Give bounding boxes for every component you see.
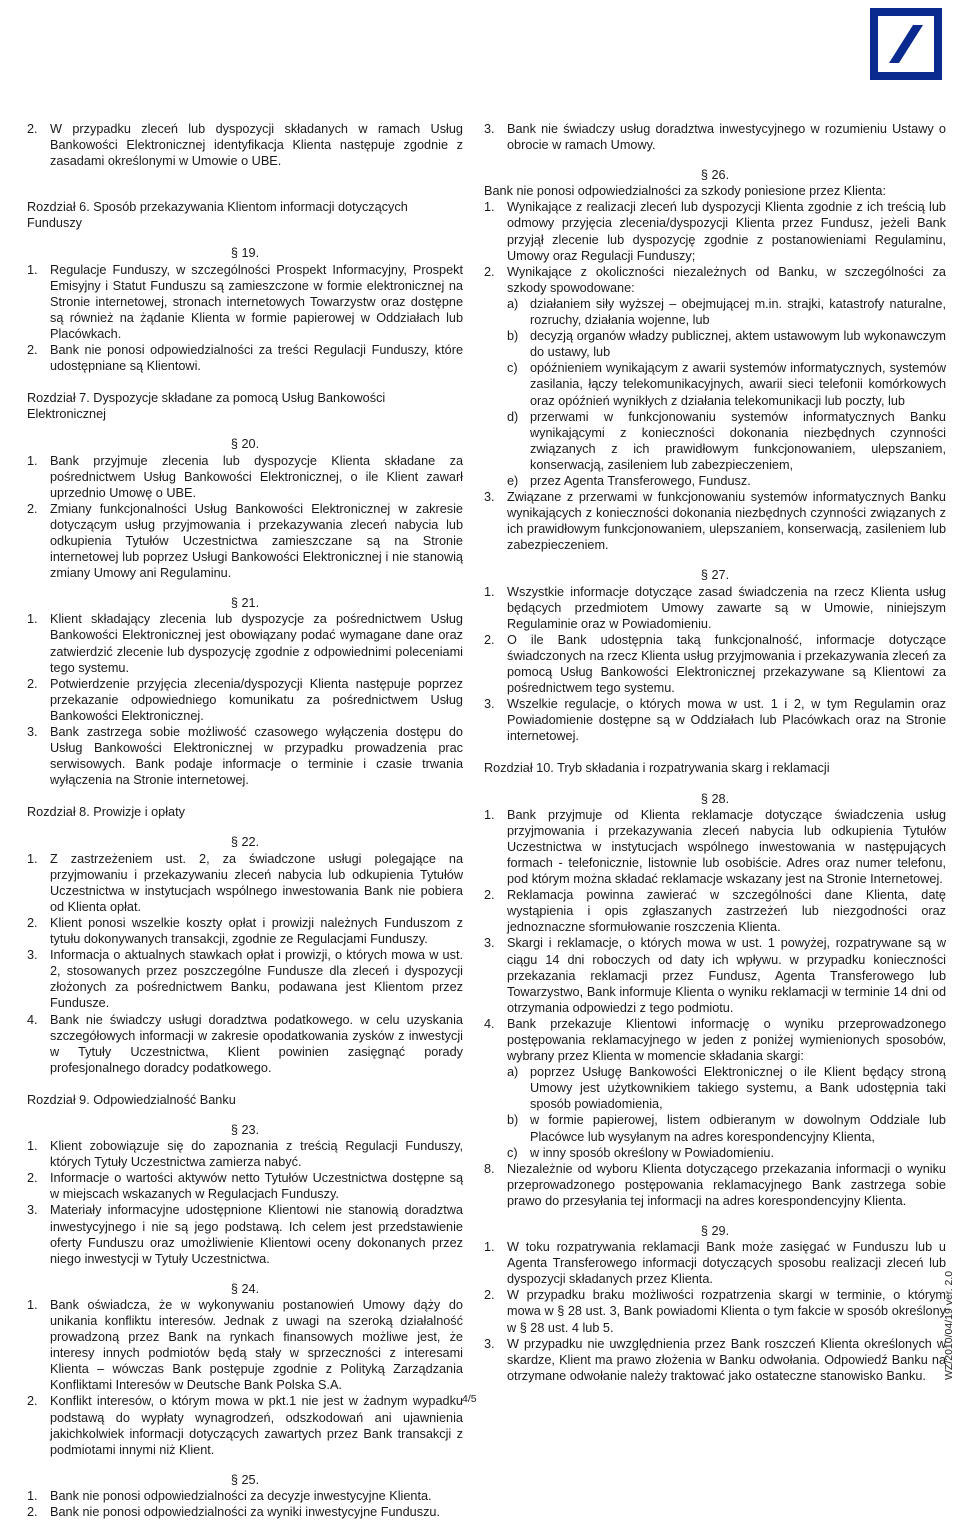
numbered-item xyxy=(27,262,463,342)
item-number: 2. xyxy=(484,1288,495,1303)
paragraph-heading: § 25. xyxy=(230,1472,260,1487)
sub-item xyxy=(507,473,946,489)
paragraph-heading: § 22. xyxy=(230,835,260,850)
numbered-item xyxy=(484,807,946,887)
item-number: 1. xyxy=(27,851,38,866)
numbered-item xyxy=(484,1016,946,1064)
right-column xyxy=(484,121,946,1384)
chapter-heading: Rozdział 7. Dyspozycje składane za pomocą Usług Bankowości Elektronicznej xyxy=(27,391,386,422)
numbered-item xyxy=(27,1012,463,1076)
item-number: 1. xyxy=(27,1488,38,1503)
item-number: 1. xyxy=(27,1297,38,1312)
item-text: Materiały informacyjne udostępnione Klientowi nie stanowią doradztwa inwestycyjnego i nie są jego podstawą. Ich celem jest przedstawienie oferty Funduszu oraz umożliwienie Klientowi oceny dokonanych przez niego inwestycji w Tytuły Uczestnictwa. xyxy=(50,1203,463,1266)
item-number: 2. xyxy=(27,1171,38,1186)
sub-item xyxy=(507,1112,946,1144)
chapter-heading: Rozdział 10. Tryb składania i rozpatrywania skarg i reklamacji xyxy=(484,761,830,776)
numbered-item xyxy=(27,121,463,169)
item-text: W przypadku zleceń lub dyspozycji składanych w ramach Usług Bankowości Elektronicznej identyfikacja Klienta następuje zgodnie z zasadami określonymi w Umowie o UBE. xyxy=(50,122,463,169)
page-number: 4/5 xyxy=(462,1393,477,1405)
numbered-item xyxy=(27,915,463,947)
numbered-item xyxy=(484,887,946,935)
spacer xyxy=(27,169,463,183)
item-number: 4. xyxy=(484,1016,495,1031)
numbered-item xyxy=(27,724,463,788)
item-number: 3. xyxy=(484,490,495,505)
item-text: Bank zastrzega sobie możliwość czasowego wyłączenia dostępu do Usług Bankowości Elektronicznej w przypadku prowadzenia prac serwisowych. Bank podaje informacje o terminie i czasie trwania wyłączenia na Stronie internetowej. xyxy=(50,725,463,788)
intro-text: Bank nie ponosi odpowiedzialności za szkody poniesione przez Klienta: xyxy=(484,184,887,199)
item-text: Wynikające z okoliczności niezależnych od Banku, w szczególności za szkody spowodowane: xyxy=(507,264,946,295)
logo-slash-icon xyxy=(878,16,934,72)
item-number: 2. xyxy=(27,1505,38,1520)
item-number: b) xyxy=(507,329,519,344)
item-text: Związane z przerwami w funkcjonowaniu systemów informatycznych Banku wynikających z konieczności dokonania niezbędnych czynności związanych z ich prawidłowym funkcjonowaniem, ulepszaniem, konserwacją, zasileniem lub zabezpieczeniem. xyxy=(507,490,946,553)
item-number: 3. xyxy=(484,1336,495,1351)
item-number: 3. xyxy=(484,697,495,712)
paragraph-heading: § 20. xyxy=(230,437,260,452)
item-number: 3. xyxy=(484,936,495,951)
item-text: Konflikt interesów, o którym mowa w pkt.1 nie jest w żadnym wypadku podstawą do wypłaty wynagrodzeń, odszkodowań ani ujawnienia jakichkolwiek informacji dotyczących zawartych przez Bank transakcji z podmiotami innymi niż Klient. xyxy=(50,1394,463,1457)
paragraph-heading: § 21. xyxy=(230,596,260,611)
numbered-item xyxy=(27,851,463,915)
item-number: 1. xyxy=(27,1139,38,1154)
item-number: 1. xyxy=(484,807,495,822)
item-number: c) xyxy=(507,361,518,376)
item-text: Informacje o wartości aktywów netto Tytułów Uczestnictwa dostępne są w miejscach wskazanych w Regulacjach Funduszy. xyxy=(50,1171,463,1202)
sub-item xyxy=(507,360,946,408)
item-text: Bank nie świadczy usług doradztwa inwestycyjnego w rozumieniu Ustawy o obrocie w ramach Umowy. xyxy=(507,122,946,153)
numbered-item xyxy=(484,935,946,1015)
numbered-item xyxy=(27,342,463,374)
numbered-item xyxy=(27,611,463,675)
sub-item xyxy=(507,1145,946,1161)
item-text: Wszelkie regulacje, o których mowa w ust. 1 i 2, w tym Regulamin oraz Powiadomienie dostępne są w Oddziałach lub Placówkach oraz na Stronie internetowej. xyxy=(507,697,946,744)
item-number: 2. xyxy=(27,122,38,136)
numbered-item xyxy=(27,1488,463,1504)
item-text: W przypadku nie uwzględnienia przez Bank roszczeń Klienta określonych w skardze, Klient ma prawo złożenia w Banku odwołania. Odpowiedź Banku na otrzymane odwołanie należy traktować jako ostateczne stanowisko Banku. xyxy=(507,1336,946,1383)
paragraph-heading: § 29. xyxy=(700,1224,730,1238)
item-text: decyzją organów władzy publicznej, aktem ustawowym lub wykonawczym do ustawy, lub xyxy=(530,329,946,360)
item-text: Bank nie ponosi odpowiedzialności za treści Regulacji Funduszy, które udostępniane są Klientowi. xyxy=(50,343,463,374)
item-text: opóźnieniem wynikającym z awarii systemów informatycznych, systemów zasilania, łączy telekomunikacyjnych, awarii sieci telefonii komórkowych oraz opóźnień wynikłych z działania telekomunikacji lub poczty, lub xyxy=(530,361,946,408)
item-number: 2. xyxy=(484,888,495,903)
paragraph-heading: § 19. xyxy=(230,246,260,261)
paragraph-heading: § 26. xyxy=(700,168,730,183)
numbered-item xyxy=(27,947,463,1011)
numbered-item xyxy=(27,1138,463,1170)
item-text: działaniem siły wyższej – obejmującej m.in. strajki, katastrofy naturalne, rozruchy, działania wojenne, lub xyxy=(530,296,946,328)
document-version: WZ/2010/04/19 ver. 2.0 xyxy=(943,1270,955,1380)
item-text: Bank przyjmuje od Klienta reklamacje dotyczące świadczenia usług przyjmowania i przekazywania zleceń nabycia lub odkupienia Tytułów Uczestnictwa w instytucjach wspólnego inwestowania w następujących formach - telefonicznie, listownie lub osobiście. Adres oraz numer telefonu, pod którym można składać reklamacje wskazany jest na Stronie Internetowej. xyxy=(507,807,946,887)
sub-item xyxy=(507,1064,946,1112)
paragraph-heading: § 24. xyxy=(230,1281,260,1296)
item-text: poprzez Usługę Bankowości Elektronicznej o ile Klient będący stroną Umowy jest użytkownikiem takiego systemu, a Bank udostępnia taki sposób powiadomienia, xyxy=(530,1065,946,1112)
item-text: Niezależnie od wyboru Klienta dotyczącego przekazania informacji o wyniku przeprowadzonego postępowania reklamacyjnego Bank zastrzega sobie prawo do przesyłania tej informacji na adres korespondencyjny Klienta. xyxy=(507,1161,946,1208)
numbered-item xyxy=(27,1504,463,1520)
sub-item xyxy=(507,409,946,473)
item-text: Bank przekazuje Klientowi informację o wyniku przeprowadzonego postępowania reklamacyjnego w jeden z poniżej wymienionych sposobów, wybrany przez Klienta w momencie składania skargi: xyxy=(507,1016,946,1064)
item-number: 8. xyxy=(484,1161,495,1176)
item-number: 1. xyxy=(27,262,38,277)
chapter-heading: Rozdział 6. Sposób przekazywania Klientom informacji dotyczących Funduszy xyxy=(27,200,408,231)
numbered-item xyxy=(484,696,946,744)
numbered-item xyxy=(27,1297,463,1394)
item-text: przerwami w funkcjonowaniu systemów informatycznych Banku wynikającymi z konieczności dokonania niezbędnych czynności związanych z ich prawidłowym funkcjonowaniem, ulepszaniem, konserwacją, zasileniem lub zabezpieczeniem, xyxy=(530,409,946,472)
item-text: Zmiany funkcjonalności Usług Bankowości Elektronicznej w zakresie dotyczącym usług przyjmowania i przekazywania zleceń nabycia lub odkupienia Tytułów Uczestnictwa zamieszczane są na Stronie internetowej lub poprzez Usługi Bankowości Elektronicznej i nie stanowią zmiany Umowy ani Regulaminu. xyxy=(50,501,463,581)
item-number: b) xyxy=(507,1113,519,1128)
item-number: a) xyxy=(507,296,519,311)
item-number: a) xyxy=(507,1065,519,1080)
item-text: Wynikające z realizacji zleceń lub dyspozycji Klienta zgodnie z ich treścią lub odmowy przyjęcia zlecenia/dyspozycji Klienta przez Fundusz, jeżeli Bank przyjął zlecenie lub dyspozycję zgodnie z postanowieniami Regulaminu, Umowy oraz Regulacji Funduszy; xyxy=(507,200,946,263)
paragraph-heading: § 27. xyxy=(700,568,730,583)
numbered-item xyxy=(27,1202,463,1266)
item-text: w formie papierowej, listem odbieranym w dowolnym Oddziale lub Placówce lub wysyłanym na adres korespondencyjny Klienta, xyxy=(530,1113,946,1144)
item-text: Reklamacja powinna zawierać w szczególności dane Klienta, datę wystąpienia i opis zgłaszanych zastrzeżeń lub niezgodności oraz jednoznaczne sformułowanie roszczenia Klienta. xyxy=(507,888,946,935)
item-number: 4. xyxy=(27,1012,38,1027)
item-number: 3. xyxy=(27,725,38,739)
numbered-item xyxy=(484,1239,946,1287)
chapter-heading: Rozdział 8. Prowizje i opłaty xyxy=(27,805,185,820)
deutsche-bank-logo xyxy=(870,8,942,80)
sub-item xyxy=(507,328,946,360)
item-text: Informacja o aktualnych stawkach opłat i prowizji, o których mowa w ust. 2, stosowanych przez poszczególne Fundusze dla zleceń i dyspozycji złożonych za pośrednictwem Banku, podawana jest Klientom przez Fundusze. xyxy=(50,948,463,1011)
numbered-item xyxy=(27,453,463,501)
item-number: 2. xyxy=(27,915,38,930)
item-number: 3. xyxy=(484,122,495,136)
numbered-item xyxy=(484,489,946,553)
item-text: Regulacje Funduszy, w szczególności Prospekt Informacyjny, Prospekt Emisyjny i Statut Funduszu są zamieszczone w formie elektronicznej na Stronie internetowej, stronach internetowych Towarzystw oraz dostępne są również na żądanie Klienta w formie papierowej w Oddziałach lub Placówkach. xyxy=(50,262,463,341)
paragraph-heading: § 23. xyxy=(230,1122,260,1137)
item-number: 1. xyxy=(27,612,38,627)
item-text: Klient składający zlecenia lub dyspozycje za pośrednictwem Usług Bankowości Elektronicznej jest obowiązany podać wymagane dane oraz zatwierdzić zlecenie lub dyspozycję zgodnie z odpowiednimi poleceniami tego systemu. xyxy=(50,612,463,675)
numbered-item xyxy=(27,501,463,581)
item-number: 2. xyxy=(27,676,38,691)
numbered-item xyxy=(27,1170,463,1202)
item-number: 2. xyxy=(27,343,38,358)
item-text: przez Agenta Transferowego, Fundusz. xyxy=(530,473,751,488)
item-number: 3. xyxy=(27,948,38,963)
numbered-item xyxy=(27,1393,463,1457)
item-number: 1. xyxy=(484,200,495,215)
item-text: Bank przyjmuje zlecenia lub dyspozycje Klienta składane za pośrednictwem Usług Bankowości Elektronicznej, o ile Klient zawarł uprzednio Umowę o UBE. xyxy=(50,453,463,500)
item-number: d) xyxy=(507,409,519,424)
item-number: 2. xyxy=(484,264,495,279)
item-number: 3. xyxy=(27,1203,38,1218)
item-text: Klient zobowiązuje się do zapoznania z treścią Regulacji Funduszy, których Tytuły Uczestnictwa zamierza nabyć. xyxy=(50,1139,463,1170)
item-text: Bank nie ponosi odpowiedzialności za decyzje inwestycyjne Klienta. xyxy=(50,1488,432,1503)
item-number: 2. xyxy=(484,632,495,647)
item-text: W toku rozpatrywania reklamacji Bank może zasięgać w Funduszu lub u Agenta Transferowego informacji dotyczących sposobu realizacji zleceń lub dyspozycji składanych przez Klienta. xyxy=(507,1240,946,1287)
item-number: e) xyxy=(507,473,519,488)
item-text: Z zastrzeżeniem ust. 2, za świadczone usługi polegające na przyjmowaniu i przekazywaniu zleceń nabycia lub odkupienia Tytułów Uczestnictwa w instytucjach wspólnego inwestowania Bank nie pobiera od Klienta opłat. xyxy=(50,851,463,914)
chapter-heading: Rozdział 9. Odpowiedzialność Banku xyxy=(27,1092,236,1107)
item-number: 2. xyxy=(27,501,38,516)
numbered-item xyxy=(27,676,463,724)
paragraph-heading: § 28. xyxy=(700,791,730,806)
numbered-item xyxy=(484,1161,946,1209)
item-text: Bank nie ponosi odpowiedzialności za wyniki inwestycyjne Funduszu. xyxy=(50,1505,440,1520)
item-text: Bank oświadcza, że w wykonywaniu postanowień Umowy dąży do unikania konfliktu interesów. Jednak z uwagi na szeroką działalność prowadzoną przez Bank na rynkach finansowych możliwe jest, że interesy innych podmiotów będą stały w sprzeczności z interesami Klienta – wówczas Bank postępuje zgodnie z Polityką Zarządzania Konfliktami Interesów w Deutsche Bank Polska S.A. xyxy=(50,1297,463,1393)
numbered-item xyxy=(484,1287,946,1335)
left-column xyxy=(27,121,463,1520)
item-text: O ile Bank udostępnia taką funkcjonalność, informacje dotyczące świadczonych na rzecz Klienta usług przyjmowania i przekazywania zleceń za pomocą Usług Bankowości Elektronicznej przekazywane są Klientowi za pośrednictwem tego systemu. xyxy=(507,632,946,696)
item-text: W przypadku braku możliwości rozpatrzenia skargi w terminie, o którym mowa w § 28 ust. 3, Bank powiadomi Klienta o tym fakcie w sposób określony w § 28 ust. 4 lub 5. xyxy=(507,1288,946,1335)
numbered-item xyxy=(484,121,946,153)
numbered-item xyxy=(484,199,946,263)
numbered-item xyxy=(484,632,946,696)
item-number: 1. xyxy=(484,1240,495,1255)
item-number: 1. xyxy=(27,453,38,468)
sub-item xyxy=(507,296,946,328)
numbered-item xyxy=(484,264,946,296)
item-number: 2. xyxy=(27,1394,38,1409)
item-text: Potwierdzenie przyjęcia zlecenia/dyspozycji Klienta następuje poprzez przekazanie odpowiedniego komunikatu za pośrednictwem Usług Bankowości Elektronicznej. xyxy=(50,676,463,723)
item-text: Klient ponosi wszelkie koszty opłat i prowizji należnych Funduszom z tytułu dokonywanych transakcji, zgodnie ze Regulacjami Funduszy. xyxy=(50,915,463,947)
numbered-item xyxy=(484,584,946,632)
numbered-item xyxy=(484,1336,946,1384)
item-text: Skargi i reklamacje, o których mowa w ust. 1 powyżej, rozpatrywane są w ciągu 14 dni roboczych od daty ich wpływu. w przypadku konieczności przekazania reklamacji przez Fundusz, Agenta Transferowego lub Towarzystwo, Bank informuje Klienta o wyniku reklamacji w terminie 14 dni od otrzymania odpowiedzi z tego podmiotu. xyxy=(507,936,946,1015)
item-text: Bank nie świadczy usługi doradztwa podatkowego. w celu uzyskania szczegółowych informacji w zakresie opodatkowania zysków z inwestycji w Tytuły Uczestnictwa, Klient powinien zasięgnąć porady profesjonalnego doradcy podatkowego. xyxy=(50,1012,463,1075)
item-text: Wszystkie informacje dotyczące zasad świadczenia na rzecz Klienta usług będących przedmiotem Umowy zawarte są w Umowie, niniejszym Regulaminie oraz w Powiadomieniu. xyxy=(507,584,946,631)
item-number: 1. xyxy=(484,584,495,599)
item-number: c) xyxy=(507,1145,518,1160)
item-text: w inny sposób określony w Powiadomieniu. xyxy=(530,1145,775,1160)
